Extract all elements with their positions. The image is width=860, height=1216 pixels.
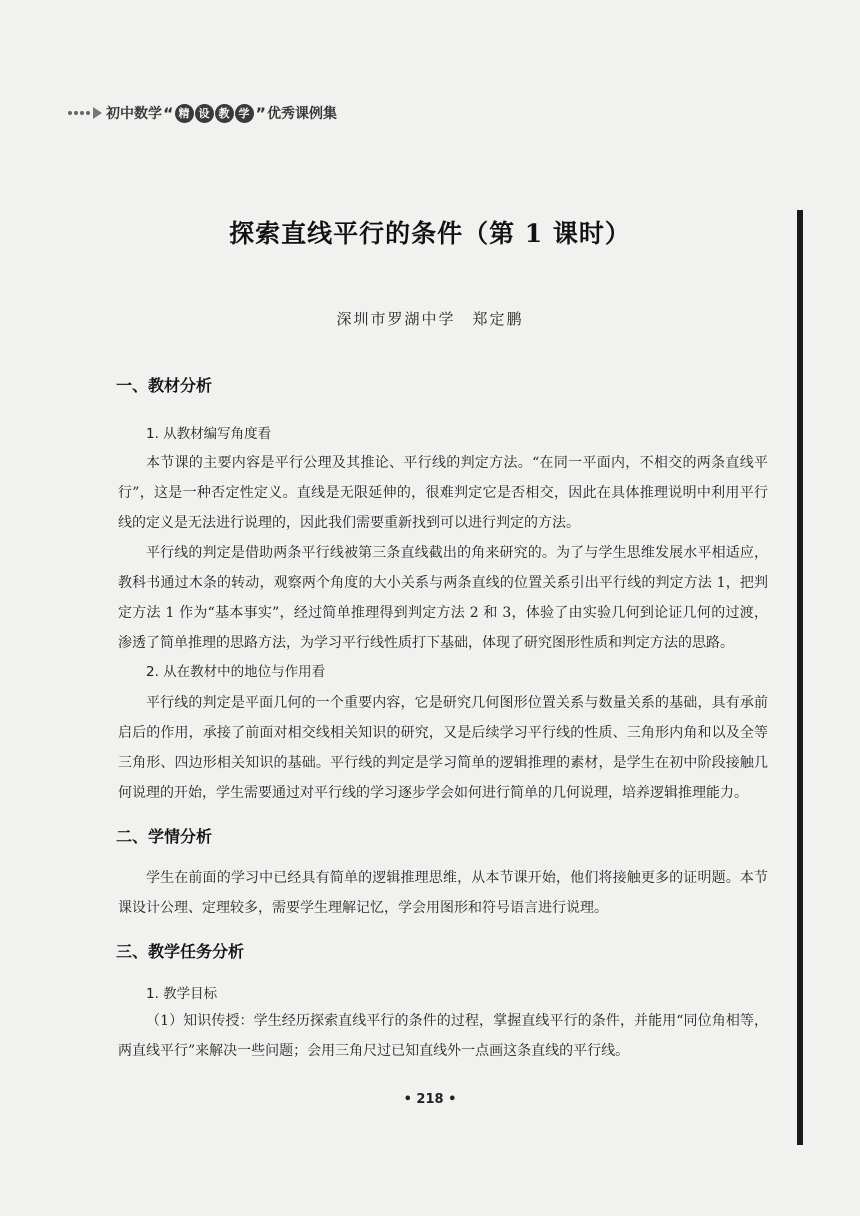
paragraph: 本节课的主要内容是平行公理及其推论、平行线的判定方法。“在同一平面内，不相交的两条直线平行”，这是一种否定性定义。直线是无限延伸的，很难判定它是否相交，因此在具体推理说明中利用平行线的定义是无法进行说理的，因此我们需要重新找到可以进行判定的方法。 xyxy=(118,455,768,531)
section-heading: 一、教材分析 xyxy=(116,376,213,395)
subsection-heading: 2. 从在教材中的地位与作用看 xyxy=(146,664,326,680)
paragraph: 学生在前面的学习中已经具有简单的逻辑推理思维，从本节课开始，他们将接触更多的证明题。本节课设计公理、定理较多，需要学生理解记忆，学会用图形和符号语言进行说理。 xyxy=(118,870,768,916)
page-number: • 218 • xyxy=(403,1092,457,1107)
section-heading: 三、教学任务分析 xyxy=(116,942,245,961)
subsection-heading: 1. 教学目标 xyxy=(146,986,218,1002)
book-title-badge xyxy=(175,104,255,123)
paragraph: （1）知识传授：学生经历探索直线平行的条件的过程，掌握直线平行的条件，并能用“同位角相等，两直线平行”来解决一些问题；会用三角尺过已知直线外一点画这条直线的平行线。 xyxy=(118,1013,768,1059)
binding-edge xyxy=(797,210,803,1145)
author-line: 深圳市罗湖中学 郑定鹏 xyxy=(336,310,524,328)
badge-char: 设 xyxy=(195,104,214,123)
open-quote: “ xyxy=(163,103,174,123)
close-quote: ” xyxy=(255,103,267,123)
book-title-suffix: 优秀课例集 xyxy=(267,106,338,122)
subsection-heading: 1. 从教材编写角度看 xyxy=(146,426,272,442)
running-header xyxy=(68,103,337,123)
badge-char: 精 xyxy=(175,104,194,123)
section-heading: 二、学情分析 xyxy=(116,827,213,846)
badge-char: 教 xyxy=(215,104,234,123)
badge-char: 学 xyxy=(235,104,254,123)
article-body xyxy=(118,373,768,1066)
arrow-dots-icon xyxy=(68,107,102,119)
lesson-title: 探索直线平行的条件（第 1 课时） xyxy=(229,219,631,248)
book-title-prefix: 初中数学 xyxy=(106,106,162,122)
paragraph: 平行线的判定是平面几何的一个重要内容，它是研究几何图形位置关系与数量关系的基础，具有承前启后的作用，承接了前面对相交线相关知识的研究，又是后续学习平行线的性质、三角形内角和以及全等三角形、四边形相关知识的基础。平行线的判定是学习简单的逻辑推理的素材，是学生在初中阶段接触几何说理的开始，学生需要通过对平行线的学习逐步学会如何进行简单的几何说理，培养逻辑推理能力。 xyxy=(118,695,768,801)
paragraph: 平行线的判定是借助两条平行线被第三条直线截出的角来研究的。为了与学生思维发展水平相适应，教科书通过木条的转动，观察两个角度的大小关系与两条直线的位置关系引出平行线的判定方法 1，把判定方法 1 作为“基本事实”，经过简单推理得到判定方法 2 和 3，体验了由实验几何到论证几何的过渡，渗透了简单推理的思路方法，为学习平行线性质打下基础，体现了研究图形性质和判定方法的思路。 xyxy=(118,545,768,651)
